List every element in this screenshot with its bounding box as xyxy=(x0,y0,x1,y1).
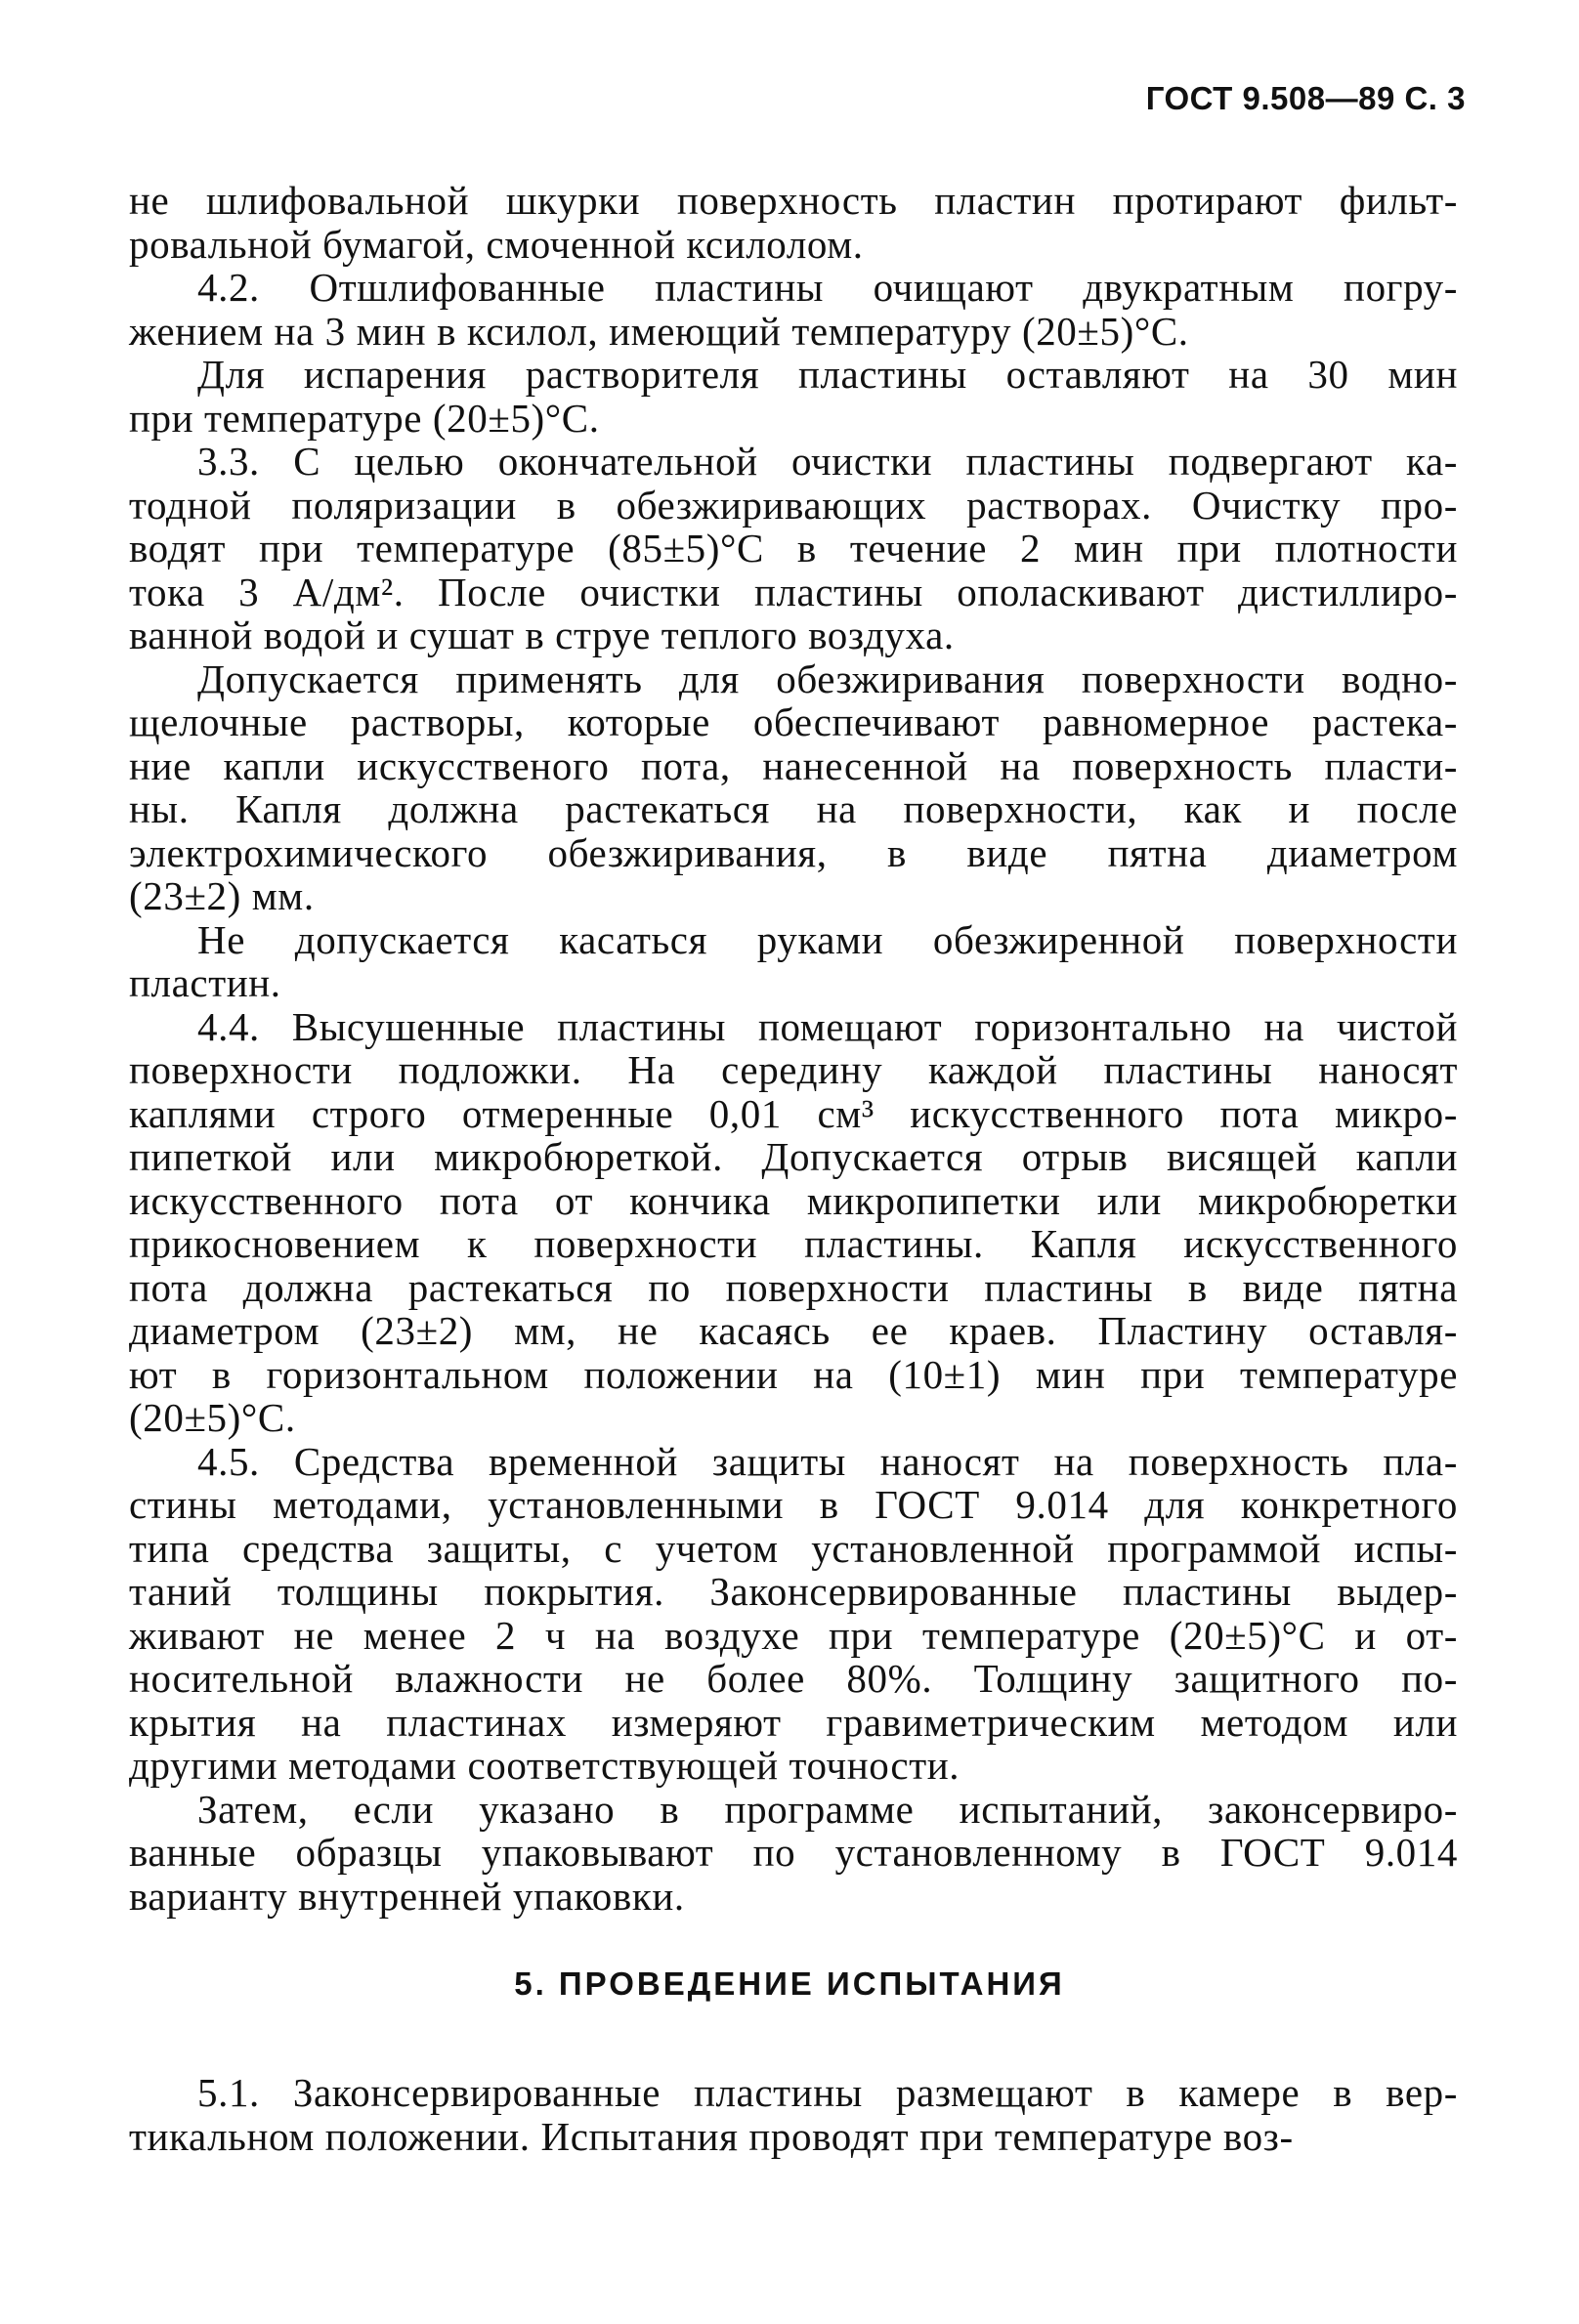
paragraph-line: жением на 3 мин в ксилол, имеющий температуру (20±5)°С. xyxy=(129,308,1189,354)
paragraph-line: типа средства защиты, с учетом установленной программой испы- xyxy=(129,1525,1458,1571)
body-text xyxy=(129,179,1458,1918)
paragraph-line: Допускается применять для обезжиривания поверхности водно- xyxy=(197,655,1458,701)
paragraph-line: другими методами соответствующей точности. xyxy=(129,1743,960,1788)
paragraph-line: ровальной бумагой, смоченной ксилолом. xyxy=(129,221,864,267)
paragraph-line: пластин. xyxy=(129,960,281,1005)
section-text xyxy=(129,2071,1458,2158)
paragraph-line: электрохимического обезжиривания, в виде пятна диаметром xyxy=(129,829,1458,875)
paragraph xyxy=(129,2071,1458,2158)
paragraph-line: водят при температуре (85±5)°С в течение 2 мин при плотности xyxy=(129,526,1458,570)
paragraph-line: ют в горизонтальном положении на (10±1) мин при температуре xyxy=(129,1351,1458,1397)
paragraph-line: тодной поляризации в обезжиривающих растворах. Очистку про- xyxy=(129,482,1458,528)
paragraph-line: прикосновением к поверхности пластины. Капля искусственного xyxy=(129,1221,1458,1266)
paragraph-line: 4.2. Отшлифованные пластины очищают двукратным погру- xyxy=(197,265,1458,310)
paragraph-line: искусственного пота от кончика микропипетки или микробюретки xyxy=(129,1177,1458,1223)
paragraph-line: при температуре (20±5)°С. xyxy=(129,395,600,441)
paragraph-line: Для испарения растворителя пластины оставляют на 30 мин xyxy=(197,352,1458,397)
paragraph-line: 4.5. Средства временной защиты наносят на поверхность пла- xyxy=(197,1438,1458,1484)
paragraph-line: диаметром (23±2) мм, не касаясь ее краев. Пластину оставля- xyxy=(129,1308,1458,1353)
paragraph-line: пипеткой или микробюреткой. Допускается отрыв висящей капли xyxy=(129,1134,1458,1179)
paragraph xyxy=(129,1005,1458,1440)
paragraph-line: ванные образцы упаковывают по установленному в ГОСТ 9.014 xyxy=(129,1830,1458,1875)
paragraph xyxy=(129,657,1458,918)
paragraph xyxy=(129,1788,1458,1919)
paragraph-line: ние капли искусственого пота, нанесенной на поверхность пласти- xyxy=(129,742,1458,788)
page-header: ГОСТ 9.508—89 С. 3 xyxy=(1145,80,1466,116)
paragraph xyxy=(129,179,1458,266)
paragraph-line: поверхности подложки. На середину каждой пластины наносят xyxy=(129,1047,1458,1092)
paragraph-line: 5.1. Законсервированные пластины размещают в камере в вер- xyxy=(197,2070,1458,2115)
paragraph-line: крытия на пластинах измеряют гравиметрическим методом или xyxy=(129,1699,1458,1745)
paragraph-line: пота должна растекаться по поверхности пластины в виде пятна xyxy=(129,1264,1458,1310)
paragraph-line: (20±5)°С. xyxy=(129,1395,296,1440)
paragraph-line: живают не менее 2 ч на воздухе при температуре (20±5)°С и от- xyxy=(129,1612,1458,1658)
paragraph-line: не шлифовальной шкурки поверхность пластин протирают фильт- xyxy=(129,178,1458,223)
paragraph-line: Затем, если указано в программе испытаний, законсервиро- xyxy=(197,1786,1458,1832)
paragraph-line: таний толщины покрытия. Законсервированные пластины выдер- xyxy=(129,1569,1458,1614)
paragraph-line: тикальном положении. Испытания проводят при температуре воз- xyxy=(129,2113,1294,2159)
paragraph xyxy=(129,440,1458,657)
paragraph-line: стины методами, установленными в ГОСТ 9.014 для конкретного xyxy=(129,1482,1458,1527)
paragraph-line: носительной влажности не более 80%. Толщину защитного по- xyxy=(129,1656,1458,1701)
paragraph-line: 4.4. Высушенные пластины помещают горизонтально на чистой xyxy=(197,1003,1458,1049)
paragraph-line: (23±2) мм. xyxy=(129,873,315,918)
paragraph-line: ны. Капля должна растекаться на поверхности, как и после xyxy=(129,786,1458,831)
paragraph xyxy=(129,1440,1458,1788)
paragraph-line: ванной водой и сушат в струе теплого воздуха. xyxy=(129,613,955,657)
paragraph-line: тока 3 А/дм². После очистки пластины ополаскивают дистиллиро- xyxy=(129,569,1458,614)
paragraph xyxy=(129,353,1458,440)
paragraph-line: варианту внутренней упаковки. xyxy=(129,1873,685,1919)
paragraph-line: щелочные растворы, которые обеспечивают равномерное растека- xyxy=(129,699,1458,744)
paragraph xyxy=(129,918,1458,1005)
paragraph-line: каплями строго отмеренные 0,01 см³ искусственного пота микро- xyxy=(129,1090,1458,1136)
paragraph-line: Не допускается касаться руками обезжиренной поверхности xyxy=(197,916,1458,962)
paragraph-line: 3.3. С целью окончательной очистки пластины подвергают ка- xyxy=(197,439,1458,484)
paragraph xyxy=(129,266,1458,353)
section-title: 5. ПРОВЕДЕНИЕ ИСПЫТАНИЯ xyxy=(514,1965,1065,2002)
